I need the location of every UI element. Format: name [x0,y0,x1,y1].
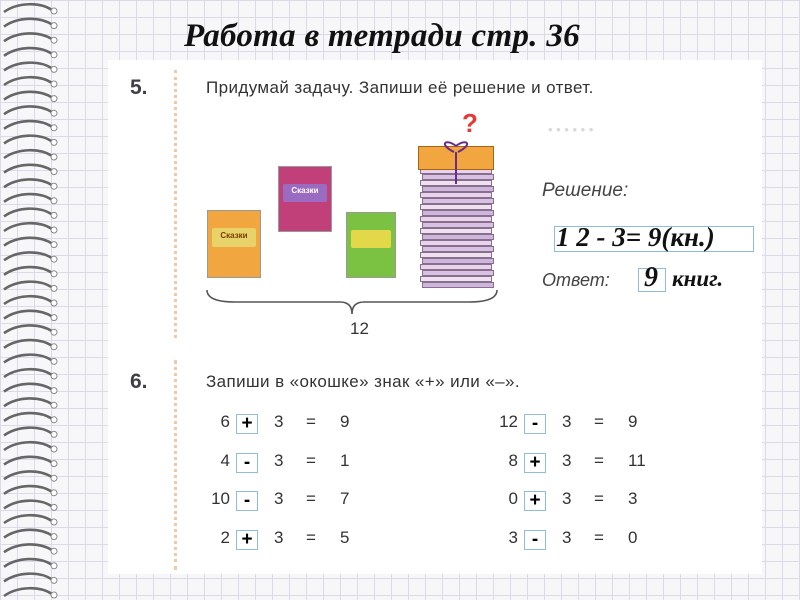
spiral-ring [4,106,52,114]
spiral-ring [4,121,52,129]
spiral-ring [4,471,52,479]
spiral-ring [4,515,52,523]
spiral-hole [51,373,57,379]
spiral-ring [4,194,52,202]
spiral-ring [4,19,52,27]
equation-row [192,528,352,552]
spiral-ring [4,442,52,450]
spiral-hole [51,66,57,72]
spiral-ring [4,223,52,231]
equation-row [192,412,352,436]
operand-a: 0 [508,489,518,508]
equals-sign: = [306,528,316,547]
question-mark: ? [462,108,478,138]
spiral-hole [51,81,57,87]
sign-box[interactable]: + [524,453,546,473]
spiral-hole [51,519,57,525]
equation-row [474,412,638,436]
operand-b: 3 [274,412,284,431]
spiral-hole [51,110,57,116]
spiral-hole [51,344,57,350]
spiral-hole [51,285,57,291]
equals-sign: = [306,451,316,470]
spiral-ring [4,296,52,304]
operand-a: 3 [508,528,518,547]
spiral-hole [51,23,57,29]
operand-b: 3 [562,412,572,431]
spiral-ring [4,136,52,144]
result: 11 [628,451,646,470]
spiral-hole [51,504,57,510]
equation-row [192,489,352,513]
spiral-hole [51,154,57,160]
spiral-hole [51,139,57,145]
book-pink [278,166,332,232]
operand-a: 10 [211,489,230,508]
spiral-hole [51,271,57,277]
sign-box[interactable]: - [236,453,258,473]
spiral-hole [51,125,57,131]
book-label: Сказки [220,230,248,240]
spiral-ring [4,77,52,85]
spiral-hole [51,577,57,583]
sign-box[interactable]: + [524,491,546,511]
spiral-ring [4,33,52,41]
brace-icon [205,288,499,318]
result: 7 [340,489,350,508]
spiral-ring [4,4,52,12]
operand-b: 3 [274,528,284,547]
faint-background-text: • • • • • • [548,122,594,137]
spiral-ring [4,544,52,552]
equals-sign: = [306,489,316,508]
spiral-ring [4,209,52,217]
spiral-ring [4,92,52,100]
spiral-ring [4,486,52,494]
sign-box[interactable]: + [236,530,258,550]
spiral-ring [4,428,52,436]
result: 9 [628,412,638,431]
answer-unit: книг. [672,266,724,291]
spiral-hole [51,8,57,14]
book-label: Сказки [291,186,319,196]
spiral-hole [51,37,57,43]
book-green [346,212,396,278]
operand-a: 4 [220,451,230,470]
sign-box[interactable]: + [236,414,258,434]
sign-box[interactable]: - [524,530,546,550]
spiral-hole [51,315,57,321]
result: 3 [628,489,638,508]
spiral-ring [4,267,52,275]
spiral-ring [4,325,52,333]
spiral-hole [51,300,57,306]
spiral-hole [51,329,57,335]
spiral-hole [51,417,57,423]
spiral-ring [4,282,52,290]
operand-a: 6 [220,412,230,431]
spiral-ring [4,413,52,421]
operand-a: 12 [499,412,518,431]
answer-label: Ответ: [542,270,610,290]
equals-sign: = [594,528,604,547]
spiral-hole [51,402,57,408]
operand-b: 3 [274,489,284,508]
spiral-ring [4,311,52,319]
book-orange [207,210,261,278]
equals-sign: = [594,489,604,508]
solution-value: 1 2 - 3= 9(кн.) [556,222,715,252]
spiral-ring [4,530,52,538]
task-5-number: 5. [130,76,148,99]
spiral-ring [4,340,52,348]
spiral-hole [51,198,57,204]
task-6-text: Запиши в «окошке» знак «+» или «–». [206,372,521,391]
spiral-hole [51,534,57,540]
spiral-hole [51,227,57,233]
spiral-ring [4,48,52,56]
ribbon-icon [424,138,488,184]
equals-sign: = [306,412,316,431]
total-label: 12 [350,319,369,338]
operand-a: 2 [220,528,230,547]
operand-b: 3 [274,451,284,470]
sign-box[interactable]: - [524,414,546,434]
spiral-ring [4,457,52,465]
spiral-hole [51,490,57,496]
spiral-ring [4,252,52,260]
spiral-ring [4,150,52,158]
spiral-hole [51,548,57,554]
operand-a: 8 [508,451,518,470]
margin-dots [174,70,177,338]
spiral-ring [4,574,52,582]
spiral-hole [51,563,57,569]
result: 0 [628,528,638,547]
spiral-ring [4,501,52,509]
spiral-ring [4,238,52,246]
spiral-hole [51,592,57,598]
spiral-hole [51,358,57,364]
spiral-hole [51,242,57,248]
equals-sign: = [594,451,604,470]
equation-row [474,451,646,475]
spiral-ring [4,588,52,596]
equation-row [474,528,638,552]
answer-number: 9 [644,262,658,293]
result: 5 [340,528,350,547]
solution-label: Решение: [542,180,629,201]
page-title: Работа в тетради стр. 36 [184,18,580,54]
spiral-hole [51,169,57,175]
spiral-hole [51,431,57,437]
spiral-hole [51,52,57,58]
operand-b: 3 [562,528,572,547]
task-5-text: Придумай задачу. Запиши её решение и ответ. [206,78,594,97]
spiral-hole [51,475,57,481]
equals-sign: = [594,412,604,431]
result: 9 [340,412,350,431]
spiral-ring [4,63,52,71]
spiral-ring [4,165,52,173]
equation-row [474,489,638,513]
spiral-hole [51,388,57,394]
result: 1 [340,451,350,470]
spiral-ring [4,398,52,406]
spiral-hole [51,446,57,452]
spiral-hole [51,256,57,262]
spiral-ring [4,355,52,363]
margin-dots-lower [174,360,177,570]
operand-b: 3 [562,489,572,508]
spiral-ring [4,179,52,187]
operand-b: 3 [562,451,572,470]
spiral-hole [51,183,57,189]
spiral-hole [51,461,57,467]
task-6-number: 6. [130,370,148,393]
spiral-ring [4,384,52,392]
equation-row [192,451,352,475]
sign-box[interactable]: - [236,491,258,511]
spiral-binding-icon [0,0,72,600]
spiral-hole [51,212,57,218]
spiral-ring [4,559,52,567]
spiral-hole [51,96,57,102]
spiral-ring [4,369,52,377]
